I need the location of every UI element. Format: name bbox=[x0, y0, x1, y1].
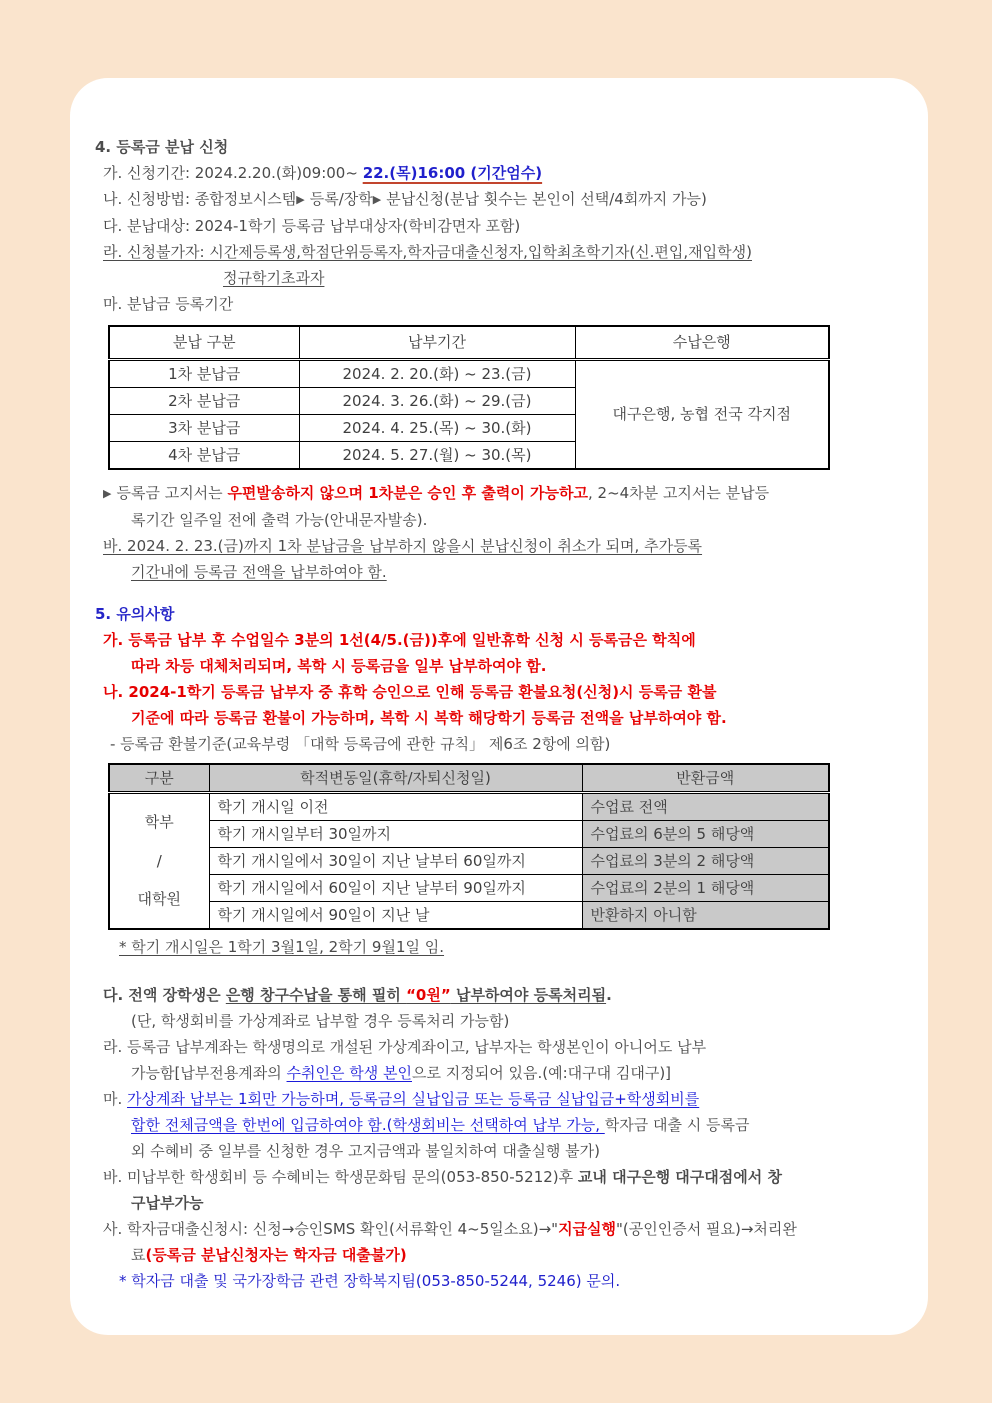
s5-da-underlined bbox=[226, 986, 606, 1004]
table-row bbox=[109, 901, 829, 929]
s4-item-target: 다. 분납대상: 2024-1학기 등록금 납부대상자(학비감면자 포함) bbox=[103, 217, 521, 235]
installment-table bbox=[108, 325, 830, 470]
s4-ra-cont-text: 정규학기초과자 bbox=[223, 269, 325, 287]
s4-item-ineligible-cont bbox=[95, 265, 902, 291]
refund-group-stack bbox=[110, 797, 209, 925]
document-page bbox=[70, 78, 928, 1335]
s4-note-bill bbox=[95, 480, 902, 507]
loan-contact-note: * 학자금 대출 및 국가장학금 관련 장학복지팀(053-850-5244, 5246) 문의. bbox=[119, 1271, 621, 1290]
s5-item-student-loan bbox=[95, 1216, 902, 1242]
loan-execution-emphasis: 지급실행 bbox=[558, 1219, 617, 1238]
s5-item-account-cont bbox=[95, 1060, 902, 1086]
s5-da-pre: 다. 전액 장학생은 bbox=[103, 985, 226, 1004]
installment-table-header-row bbox=[109, 326, 829, 359]
bank-cell: 대구은행, 농협 전국 각지점 bbox=[575, 359, 829, 469]
refund-table-header-row bbox=[109, 764, 829, 793]
payee-emphasis: 수취인은 학생 본인 bbox=[286, 1063, 412, 1082]
semester-start-note-text: * 학기 개시일은 1학기 3월1일, 2학기 9월1일 임. bbox=[119, 937, 445, 956]
installment-3-label: 3차 분납금 bbox=[109, 414, 299, 441]
installment-2-period: 2024. 3. 26.(화) ~ 29.(금) bbox=[299, 387, 575, 414]
triangle-bullet-icon: ▶ bbox=[103, 486, 112, 500]
s5-da-u1: 은행 창구수납을 통해 필히 bbox=[225, 985, 407, 1004]
s5-da-u2: 납부하여야 등록처리됨 bbox=[450, 985, 607, 1004]
refund-amt-5: 반환하지 아니함 bbox=[582, 901, 829, 929]
loan-restriction-emphasis: (등록금 분납신청자는 학자금 대출불가) bbox=[145, 1245, 407, 1264]
table-row bbox=[109, 792, 829, 820]
table-row bbox=[109, 847, 829, 874]
s5-da-end: . bbox=[606, 985, 612, 1004]
s5-item-scholarship bbox=[95, 982, 902, 1008]
semester-start-note bbox=[95, 934, 902, 960]
s4-item-application-period bbox=[95, 160, 902, 186]
s4-note-bill-cont: 록기간 일주일 전에 출력 가능(안내문자발송). bbox=[131, 510, 428, 529]
s4-na-mid: 등록/장학 bbox=[309, 190, 373, 208]
table-row bbox=[109, 820, 829, 847]
s5-ma-label: 마. bbox=[103, 1089, 128, 1108]
col-header-bank: 수납은행 bbox=[575, 326, 829, 359]
refund-amt-3: 수업료의 3분의 2 해당액 bbox=[582, 847, 829, 874]
refund-cond-2: 학기 개시일부터 30일까지 bbox=[209, 820, 582, 847]
installment-1-period: 2024. 2. 20.(화) ~ 23.(금) bbox=[299, 359, 575, 387]
arrow-right-icon: ▶ bbox=[372, 193, 382, 206]
s4-item-application-method bbox=[95, 186, 902, 213]
s5-sa-pre: 사. 학자금대출신청시: 신청→승인SMS 확인(서류확인 4~5일소요)→" bbox=[103, 1219, 559, 1238]
col-header-refund-amount: 반환금액 bbox=[582, 764, 829, 793]
s5-ba-bold: 교내 대구은행 대구대점에서 창 bbox=[577, 1167, 782, 1186]
s5-item-refund1-cont: 기준에 따라 등록금 환불이 가능하며, 복학 시 복학 해당학기 등록금 전액을 납부하여야 함. bbox=[131, 708, 727, 727]
s5-item-virtual-account bbox=[95, 1086, 902, 1112]
s5-item-unpaid-fee bbox=[95, 1164, 902, 1190]
s4-na-post: 분납신청(분납 횟수는 본인이 선택/4회까지 가능) bbox=[386, 190, 707, 208]
s5-item-account: 라. 등록금 납부계좌는 학생명의로 개설된 가상계좌이고, 납부자는 학생본인이 아니어도 납부 bbox=[103, 1037, 707, 1056]
refund-amt-2: 수업료의 6분의 5 해당액 bbox=[582, 820, 829, 847]
virtual-account-emphasis: 가상계좌 납부는 1회만 가능하며, 등록금의 실납입금 또는 등록금 실납입금+학생회비를 bbox=[127, 1089, 700, 1108]
refund-group-cell bbox=[109, 792, 209, 929]
s5-item-virtual-account-cont2: 외 수혜비 중 일부를 신청한 경우 고지금액과 불일치하여 대출실행 불가) bbox=[131, 1141, 600, 1160]
installment-3-period: 2024. 4. 25.(목) ~ 30.(화) bbox=[299, 414, 575, 441]
refund-amt-1: 수업료 전액 bbox=[582, 792, 829, 820]
installment-4-label: 4차 분납금 bbox=[109, 441, 299, 469]
table-row bbox=[109, 874, 829, 901]
s4-item-ineligible: 라. 신청불가자: 시간제등록생,학점단위등록자,학자금대출신청자,입학최초학기자(신.편입,재입학생) bbox=[103, 243, 752, 261]
col-header-change-date: 학적변동일(휴학/자퇴신청일) bbox=[209, 764, 582, 793]
s5-refund-rule-ref: - 등록금 환불기준(교육부령 「대학 등록금에 관한 규칙」 제6조 2항에 의함) bbox=[110, 734, 611, 753]
refund-cond-3: 학기 개시일에서 30일이 지난 날부터 60일까지 bbox=[209, 847, 582, 874]
s4-item-cancel-cont bbox=[95, 559, 902, 585]
section4-title: 4. 등록금 분납 신청 bbox=[95, 138, 229, 156]
group-undergrad: 학부 bbox=[144, 813, 174, 831]
group-grad: 대학원 bbox=[137, 890, 181, 908]
s5-ra2-post: 으로 지정되어 있음.(예:대구대 김대구)] bbox=[412, 1063, 672, 1082]
table-row bbox=[109, 359, 829, 387]
s5-item-leave1-cont: 따라 차등 대체처리되며, 복학 시 등록금을 일부 납부하여야 함. bbox=[131, 656, 547, 675]
s5-item-scholarship-sub: (단, 학생회비를 가상계좌로 납부할 경우 등록처리 가능함) bbox=[131, 1011, 510, 1030]
zero-won-emphasis: “0원” bbox=[406, 985, 451, 1004]
s4-note-pre: 등록금 고지서는 bbox=[116, 483, 228, 502]
group-slash: / bbox=[156, 851, 162, 870]
s5-item-student-loan-cont bbox=[95, 1242, 902, 1268]
s4-item-installment-period: 마. 분납금 등록기간 bbox=[103, 295, 234, 313]
s4-na-pre: 나. 신청방법: 종합정보시스템 bbox=[103, 190, 297, 208]
s5-sa-post: "(공인인증서 필요)→처리완 bbox=[616, 1219, 797, 1238]
section5-title: 5. 유의사항 bbox=[95, 604, 175, 623]
s4-ba-cont-text: 기간내에 등록금 전액을 납부하여야 함. bbox=[131, 562, 387, 581]
s5-ra2-pre: 가능함[납부전용계좌의 bbox=[131, 1063, 287, 1082]
s5-ba-pre: 바. 미납부한 학생회비 등 수혜비는 학생문화팀 문의(053-850-5212)후 bbox=[103, 1167, 578, 1186]
s5-item-refund1: 나. 2024-1학기 등록금 납부자 중 휴학 승인으로 인해 등록금 환불요청(신청)시 등록금 환불 bbox=[103, 682, 717, 701]
refund-cond-5: 학기 개시일에서 90일이 지난 날 bbox=[209, 901, 582, 929]
refund-table bbox=[108, 763, 830, 930]
document-content bbox=[70, 78, 928, 1294]
deadline-emphasis: 22.(목)16:00 (기간엄수) bbox=[362, 164, 543, 182]
spacer bbox=[95, 960, 902, 982]
refund-cond-4: 학기 개시일에서 60일이 지난 날부터 90일까지 bbox=[209, 874, 582, 901]
col-header-payment-period: 납부기간 bbox=[299, 326, 575, 359]
installment-4-period: 2024. 5. 27.(월) ~ 30.(목) bbox=[299, 441, 575, 469]
s5-item-virtual-account-cont1 bbox=[95, 1112, 902, 1138]
s5-ma2-post: 학자금 대출 시 등록금 bbox=[604, 1115, 750, 1134]
s4-ga-text: 가. 신청기간: 2024.2.20.(화)09:00~ bbox=[103, 164, 363, 182]
s5-sa2-pre: 료 bbox=[131, 1245, 146, 1264]
s5-item-unpaid-fee-cont: 구납부가능 bbox=[131, 1193, 204, 1212]
arrow-right-icon: ▶ bbox=[296, 193, 305, 206]
refund-cond-1: 학기 개시일 이전 bbox=[209, 792, 582, 820]
s4-note-red: 우편발송하지 않으며 1차분은 승인 후 출력이 가능하고 bbox=[227, 483, 588, 502]
col-header-installment-type: 분납 구분 bbox=[109, 326, 299, 359]
refund-amt-4: 수업료의 2분의 1 해당액 bbox=[582, 874, 829, 901]
virtual-account-emphasis-cont: 합한 전체금액을 한번에 입금하여야 함.(학생회비는 선택하여 납부 가능, bbox=[131, 1115, 605, 1134]
installment-1-label: 1차 분납금 bbox=[109, 359, 299, 387]
s4-item-cancel: 바. 2024. 2. 23.(금)까지 1차 분납금을 납부하지 않을시 분납신청이 취소가 되며, 추가등록 bbox=[103, 536, 703, 555]
s4-note-post: , 2~4차분 고지서는 분납등 bbox=[588, 483, 770, 502]
installment-2-label: 2차 분납금 bbox=[109, 387, 299, 414]
col-header-category: 구분 bbox=[109, 764, 209, 793]
s5-item-leave1: 가. 등록금 납부 후 수업일수 3분의 1선(4/5.(금))후에 일반휴학 신청 시 등록금은 학칙에 bbox=[103, 630, 696, 649]
